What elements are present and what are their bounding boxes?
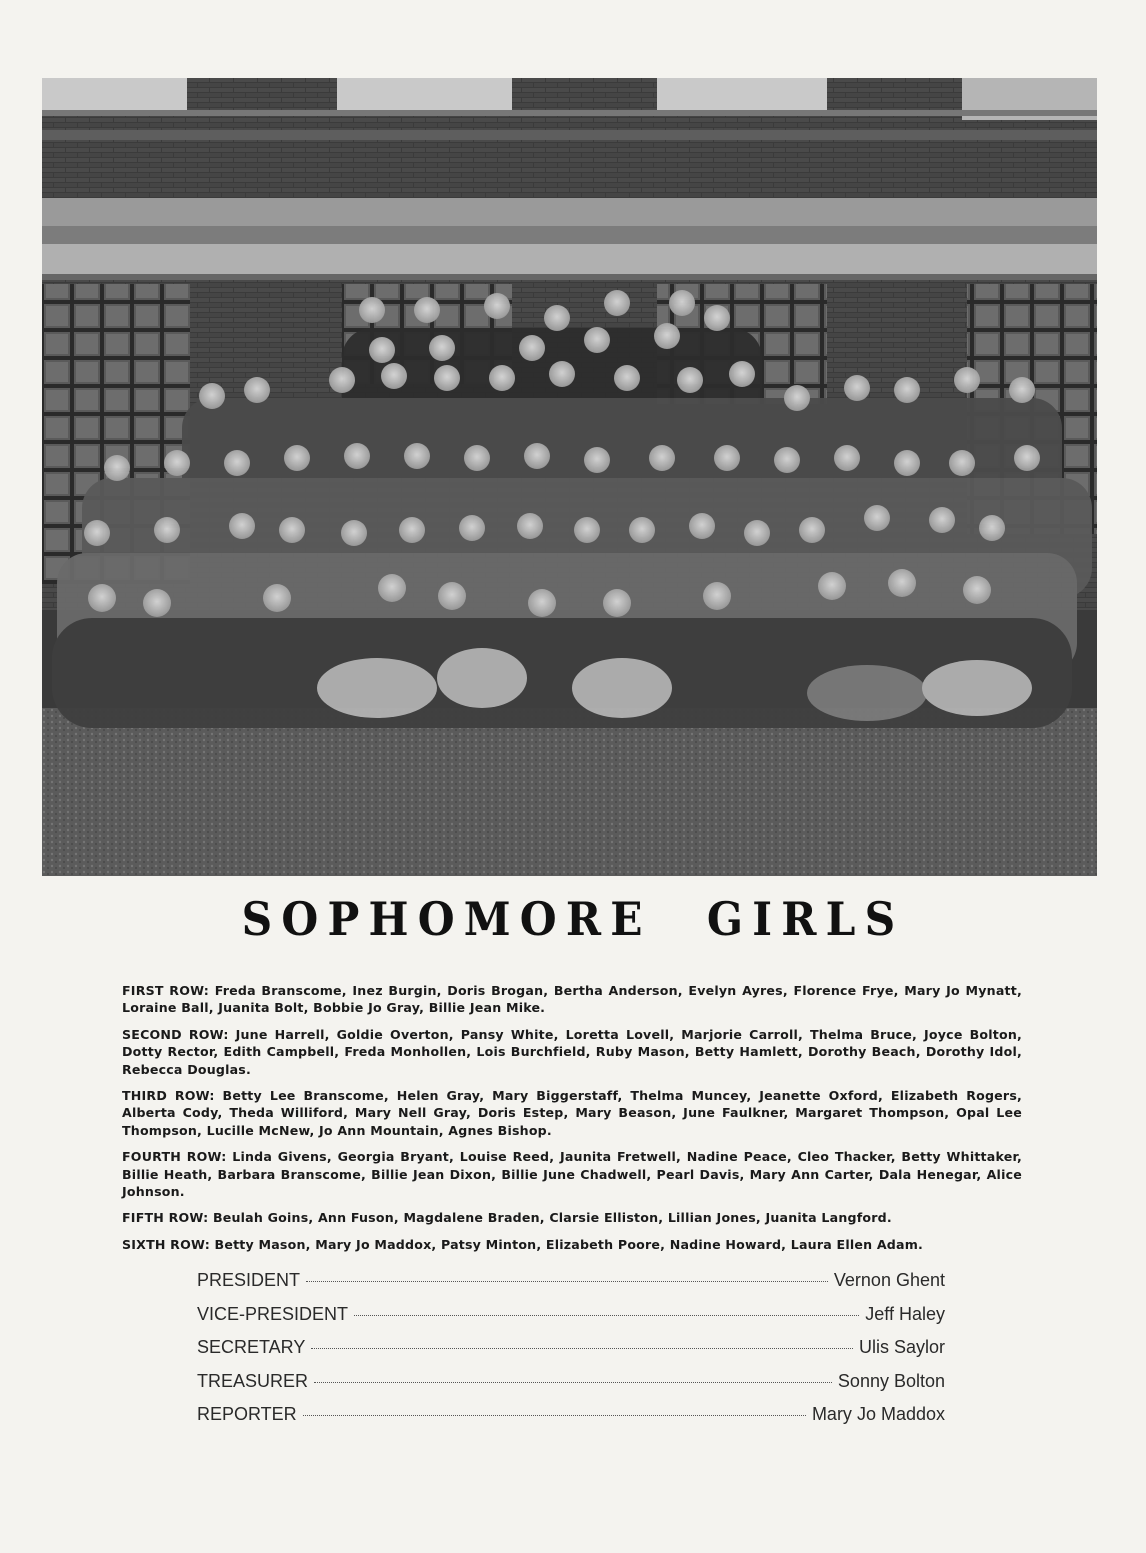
officer-name: Ulis Saylor	[858, 1337, 945, 1358]
leader-dots	[306, 1281, 828, 1282]
title-word-sophomore: SOPHOMORE	[241, 892, 652, 946]
row-label: THIRD ROW:	[122, 1088, 215, 1104]
caption-third-row	[122, 1087, 1022, 1139]
row-label: FOURTH ROW:	[122, 1149, 227, 1165]
row-captions	[122, 982, 1022, 1262]
row-label: SECOND ROW:	[122, 1026, 229, 1042]
row-names: Beulah Goins, Ann Fuson, Magdalene Braden, Clarsie Elliston, Lillian Jones, Juanita Langford.	[212, 1210, 892, 1226]
row-label: FIRST ROW:	[122, 983, 210, 998]
title-word-girls: GIRLS	[706, 892, 905, 946]
group-photo-icon	[42, 78, 1097, 876]
officer-role: TREASURER	[197, 1370, 309, 1391]
officer-vice-president	[197, 1304, 945, 1338]
leader-dots	[311, 1348, 853, 1349]
officer-role: SECRETARY	[197, 1337, 306, 1358]
leader-dots	[354, 1315, 859, 1316]
officer-name: Mary Jo Maddox	[811, 1404, 945, 1425]
officer-name: Sonny Bolton	[837, 1370, 945, 1391]
officer-name: Vernon Ghent	[833, 1270, 945, 1290]
caption-fifth-row	[122, 1209, 1022, 1226]
officer-role: REPORTER	[197, 1404, 297, 1425]
leader-dots	[303, 1415, 806, 1416]
row-label: FIFTH ROW:	[122, 1210, 209, 1226]
row-names: Freda Branscome, Inez Burgin, Doris Brogan, Bertha Anderson, Evelyn Ayres, Florence Frye, Mary Jo Mynatt, Loraine Ball, Juanita Bolt, Bobbie Jo Gray, Billie Jean Mike.	[122, 983, 1022, 1016]
row-label: SIXTH ROW:	[122, 1236, 210, 1252]
officer-treasurer	[197, 1371, 945, 1405]
officer-role: PRESIDENT	[197, 1270, 301, 1290]
row-names: Linda Givens, Georgia Bryant, Louise Reed, Jaunita Fretwell, Nadine Peace, Cleo Thacker, Betty Whittaker, Billie Heath, Barbara Branscome, Billie Jean Dixon, Billie June Chadwell, Pearl Davis, Mary Ann Carter, Dala Henegar, Alice Johnson.	[122, 1149, 1022, 1200]
officer-reporter	[197, 1404, 945, 1438]
row-names: Betty Lee Branscome, Helen Gray, Mary Biggerstaff, Thelma Muncey, Jeanette Oxford, Elizabeth Rogers, Alberta Cody, Theda Williford, Mary Nell Gray, Doris Estep, Mary Beason, June Faulkner, Margaret Thompson, Opal Lee Thompson, Lucille McNew, Jo Ann Mountain, Agnes Bishop.	[122, 1088, 1022, 1138]
officer-secretary	[197, 1337, 945, 1371]
officers-list	[197, 1270, 945, 1438]
caption-sixth-row	[122, 1236, 1022, 1253]
page-title	[46, 892, 1100, 946]
caption-fourth-row	[122, 1148, 1022, 1200]
row-names: June Harrell, Goldie Overton, Pansy White, Loretta Lovell, Marjorie Carroll, Thelma Bruce, Joyce Bolton, Dotty Rector, Edith Campbell, Freda Monhollen, Lois Burchfield, Ruby Mason, Betty Hamlett, Dorothy Beach, Dorothy Idol, Rebecca Douglas.	[122, 1026, 1022, 1077]
row-names: Betty Mason, Mary Jo Maddox, Patsy Minton, Elizabeth Poore, Nadine Howard, Laura Ellen Adam.	[214, 1236, 924, 1252]
group-photo	[42, 78, 1097, 876]
officer-president	[197, 1270, 945, 1304]
caption-second-row	[122, 1026, 1022, 1078]
officer-role: VICE-PRESIDENT	[197, 1303, 349, 1324]
leader-dots	[314, 1382, 832, 1383]
caption-first-row	[122, 982, 1022, 1017]
officer-name: Jeff Haley	[865, 1303, 945, 1324]
